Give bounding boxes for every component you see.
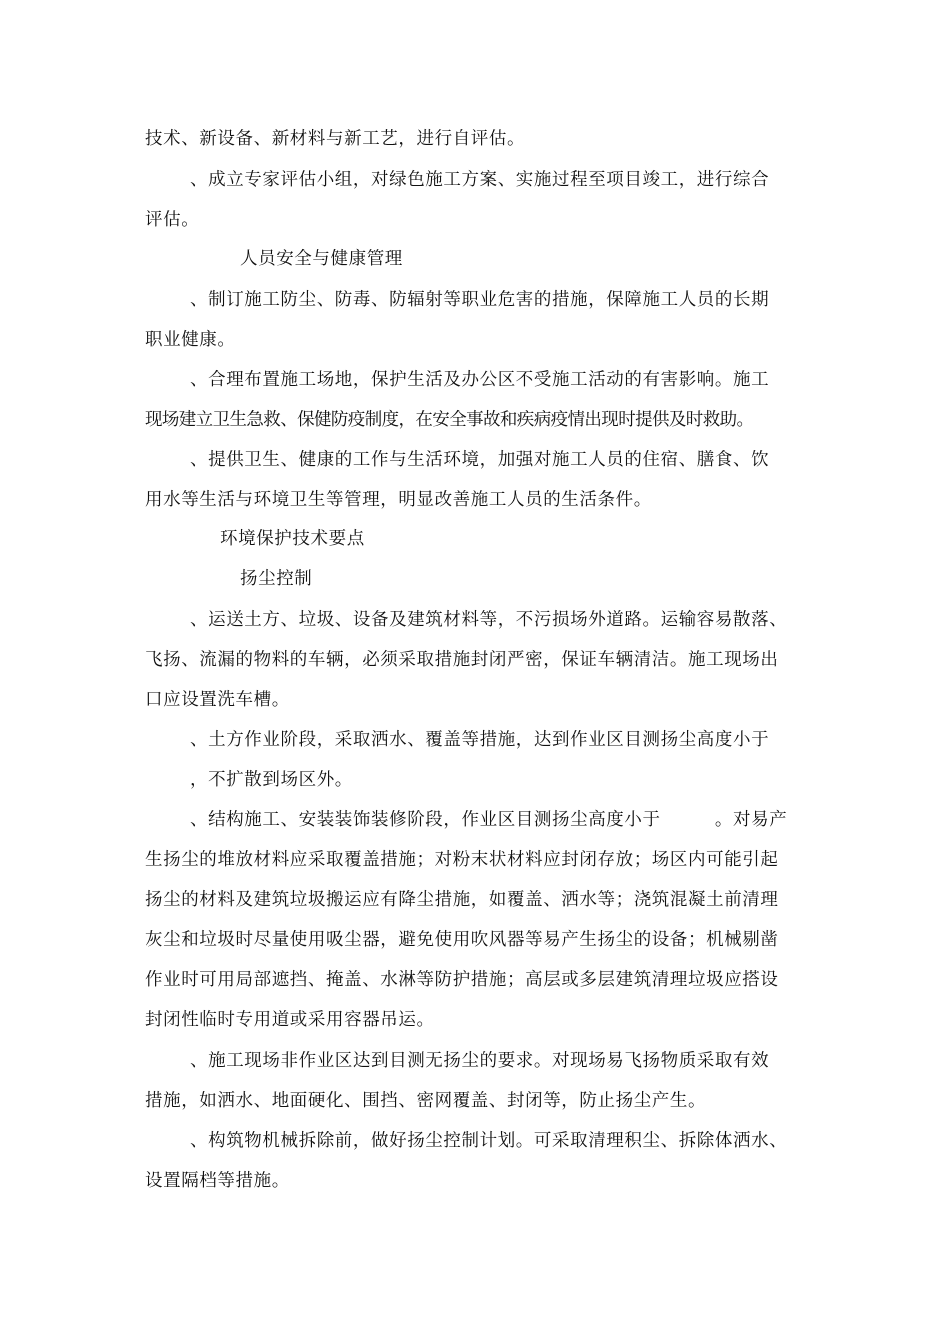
text-line: ，不扩散到场区外。 xyxy=(190,770,353,790)
text-line: 作业时可用局部遮挡、掩盖、水淋等防护措施；高层或多层建筑清理垃圾应搭设 xyxy=(145,970,779,990)
text-line: 、提供卫生、健康的工作与生活环境，加强对施工人员的住宿、膳食、饮 xyxy=(190,450,770,470)
text-line: 评估。 xyxy=(145,210,200,230)
text-line: 口应设置洗车槽。 xyxy=(145,690,290,710)
text-line: 、施工现场非作业区达到目测无扬尘的要求。对现场易飞扬物质采取有效 xyxy=(190,1051,770,1071)
text-line: 用水等生活与环境卫生等管理，明显改善施工人员的生活条件。 xyxy=(145,490,652,510)
text-line: 技术、新设备、新材料与新工艺，进行自评估。 xyxy=(145,129,526,149)
text-line: 封闭性临时专用道或采用容器吊运。 xyxy=(145,1010,435,1030)
text-line: 、土方作业阶段，采取洒水、覆盖等措施，达到作业区目测扬尘高度小于 xyxy=(190,730,770,750)
section-heading: 人员安全与健康管理 xyxy=(240,249,403,269)
section-heading: 环境保护技术要点 xyxy=(220,529,365,549)
text-line: 、结构施工、安装装饰装修阶段，作业区目测扬尘高度小于 。对易产 xyxy=(190,810,788,830)
text-line: 、运送土方、垃圾、设备及建筑材料等，不污损场外道路。运输容易散落、 xyxy=(190,610,788,630)
text-line: 飞扬、流漏的物料的车辆，必须采取措施封闭严密，保证车辆清洁。施工现场出 xyxy=(145,650,779,670)
text-line: 措施，如洒水、地面硬化、围挡、密网覆盖、封闭等，防止扬尘产生。 xyxy=(145,1091,707,1111)
text-line: 、制订施工防尘、防毒、防辐射等职业危害的措施，保障施工人员的长期 xyxy=(190,290,770,310)
text-line: 、构筑物机械拆除前，做好扬尘控制计划。可采取清理积尘、拆除体洒水、 xyxy=(190,1131,788,1151)
text-line: 、成立专家评估小组，对绿色施工方案、实施过程至项目竣工，进行综合 xyxy=(190,170,770,190)
text-line: 扬尘的材料及建筑垃圾搬运应有降尘措施，如覆盖、洒水等；浇筑混凝土前清理 xyxy=(145,890,779,910)
text-line: 、合理布置施工场地，保护生活及办公区不受施工活动的有害影响。施工 xyxy=(190,370,770,390)
text-line: 职业健康。 xyxy=(145,330,236,350)
text-line: 生扬尘的堆放材料应采取覆盖措施；对粉末状材料应封闭存放；场区内可能引起 xyxy=(145,850,779,870)
text-line: 现场建立卫生急救、保健防疫制度，在安全事故和疾病疫情出现时提供及时救助。 xyxy=(145,410,754,430)
text-line: 灰尘和垃圾时尽量使用吸尘器，避免使用吹风器等易产生扬尘的设备；机械剔凿 xyxy=(145,930,779,950)
text-line: 设置隔档等措施。 xyxy=(145,1171,290,1191)
subsection-heading: 扬尘控制 xyxy=(240,569,313,589)
